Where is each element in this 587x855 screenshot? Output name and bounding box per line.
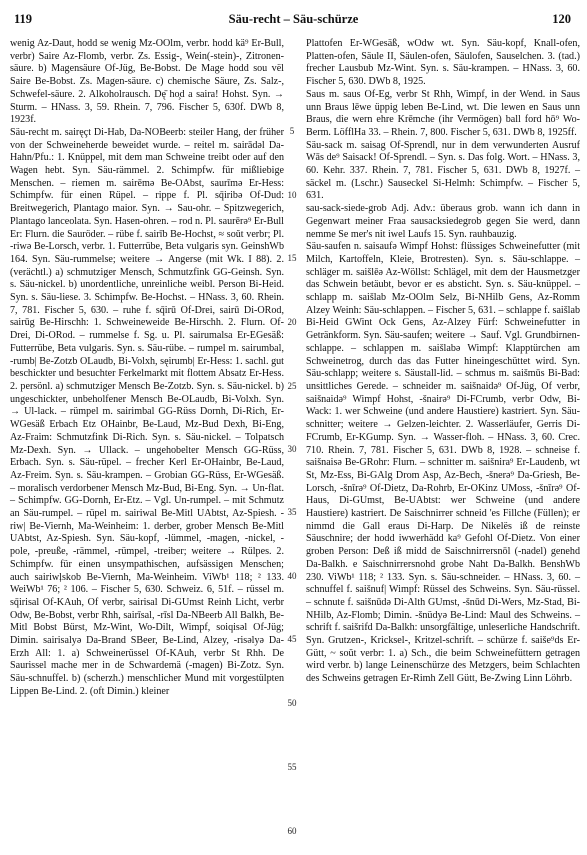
line-number: 50: [287, 698, 297, 708]
right-column: [306, 38, 580, 686]
line-number: 10: [287, 190, 297, 200]
line-number: 60: [287, 826, 297, 836]
line-number: 25: [287, 381, 297, 391]
entry-text: Säu-sack m. saisag Of-Sprendl, nur in dem verwunderten Ausruf Wās de⁹ Saisack! Of-Sprendl. – Syn. s. Das folg. Wort. – HNass. 3, 60. Kehr. 337. Rhein. 7, 781. Fischer 5, 631. DWb 8, 1927f. – säckel m. (Lschr.) Sauseckel Si-Helmh: Schimpfw. – Fischer 5, 631.: [306, 139, 580, 202]
entry-text: Saus m. saus Of-Eg, verbr St Rhh, Wimpf, in der Wend. in Saus unn Braus lēwe üppig leben Be-Lind, wt. Die lewen en Saus unn Braus, die wern ehre Krēmche (ihr Vermögen) ball ford hō⁹ Wo-Berm. LöfflHa 33. – Rhein. 7, 800. Fischer 5, 631. DWb 8, 1925ff.: [306, 88, 580, 138]
line-number: 45: [287, 634, 297, 644]
page-number-right: 120: [552, 12, 571, 26]
left-column: [10, 38, 284, 699]
line-number: 35: [287, 507, 297, 517]
entry-text: Säu-saufen n. saisaufə Wimpf Hohst: flüssiges Schweinefutter (mit Milch, Kartoffeln, Kleie, Brotresten). Syn. s. Säu-schlappe. – schläger m. saišlēə Az-Wöllst: Schlägel, mit dem der Hausmetzger das Schwein betäubt, bevor er es absticht. Syn. s. Säu-knüppel. – schlapp m. saišlab Mz-OOlm Selz, Bi-NHilb Gens, Az-Romm Alzey Weinh: Säu-schlappen. – Fischer 5, 631. – schlappe f. saišlab Bi-Heid GWint Ock Gens, Az-Alzey Fürf: Schweinefutter in Getränkform. Syn. Säu-saufen; weitere → Sauf. Vgl. Grundbirnen-schlappe. – schlappen m. saišlabə Wimpf: Klapptürchen am Schweinetrog, durch das das Futter hineingeschüttet wird. Syn. Säu-schlapp; weitere s. Säustall-lid. – schmus m. saišmūs Bi-Bad: unsittliches Gerede. – schneider m. saišnaidə⁹ Of-Jüg, Of verbr, saišnaidə⁹ Wimpf Hohst, -šnairə⁹ Di-FCrumb, verbr Odw, Bi-Wack: 1. wer Schweine (und andere Haustiere) kastriert. Syn. Säu-schnitter; weitere → Gelzen-leichter. 2. Wasserläufer, Gerris Di-FCrumb, Er-KGump. Syn. → Wasser-floh. – HNass. 3, 60. Crec. 710. Rhein. 7, 781. Fischer 5, 631. DWb 8, 1928. – schneise f. saišnaisə Be-GRohr: Flurn. – schnitter m. saišnira⁹ Er-Laudenb, wt St, Mz-Ess, Bi-GAlg Drom Asp, Az-Bech, -šnerə⁹ Da-Griesh, Be-Lorsch, -šnīrə⁹ Of-Dietz, Da-Rohrb, Er-OKinz UMoss, -šnīrə⁹ Of-Haus, Di-GUmst, Be-UAbtst: wer Schweine (und andere Haustiere) kastriert. De Saischnirrer schneid 'es Fillche (Füllen); er nimmd die Gall eraus Di-Harp. De Nikelës iß de reinste Säuschnire; der hodd iwwerhädd ka⁹ Gefohl Of-Dietz. Von einer groben Person: Deß iß midd de Saischnirrersnōl (-nadel) genehd Da-Balkh. e Saischnirrersnohd grobe Naht Da-Balkh. BenshWb 230. ViWb¹ 118; ² 133. Syn. s. Säu-schneider. – HNass. 3, 60. – schnuffel f. saišnuf| Wimpf: Rüssel des Schweins. Syn. Säu-rüssel. – schnute f. saišnūdə Di-Alth GUmst, -šnūd Di-Wers, Mz-Stad, Bi-NHilb, Az-Flomb; Dimin. -šnüdyə Be-Lind: Maul des Schweins. – schrift f. saišrifd Da-Balkh: unsorgfältige, unleserliche Handschrift. Syn. Grutzen-, Kricksel-, Kritzel-schrift. – schürze f. saiše⁹ds Er-Gütt, ~ soŭt verbr: 1. a) Sch., die beim Schweinefüttern getragen wird verbr. b) lange Leinenschürze des Metzgers, beim Schlachten des Schweins getragen Er-Rimh Zell Gütt, Be-Zwing Linn Löhrb.: [306, 241, 580, 685]
line-number: 20: [287, 317, 297, 327]
entry-text: sau-sack-siede-grob Adj. Adv.: überaus grob. wann ich dann in Gegenwart meiner Fraa sausacksiedegrob gegen Sie werd, dann nemme Se mer's nit iwel Laufs 15. Syn. rauhbauzig.: [306, 203, 580, 240]
entry-text: wenig Az-Daut, hodd se wenig Mz-OOlm, verbr. hodd kä⁹ Er-Bull, verbr) Saire Az-Flomb, verbr. Zs. Essig-, Wein(-stein)-, Zitronen-säure. b) Magensäure Of-Jüg, Be-Bobst. De Mage hodd sou vël Saire Be-Bobst. Zs. Magen-säure. c) chemische Säure, Zs. Salz-, Schwefel-säure. 2. Alkoholrausch. Dę̄ ho̧d a saira! Hohst. Syn. → Sturm. – HNass. 3, 59. Rhein. 7, 796. Fischer 5, 630f. DWb 8, 1923f.: [10, 38, 284, 126]
running-title: Säu-recht – Säu-schürze: [228, 12, 359, 26]
page-number-left: 119: [14, 12, 33, 26]
entry-text: Plattofen Er-WGesäß, wOdw wt. Syn. Säu-kopf, Knall-ofen, Platten-ofen, Säule II, Säulen-ofen, Säulofen, Sauselchen. 3. (tad.) frecher Lausbub Mz-Wint. Syn. s. Säu-krampen. – HNass. 3, 60. Fischer 5, 630. DWb 8, 1925.: [306, 38, 580, 88]
line-number: 55: [287, 762, 297, 772]
page-header: [0, 12, 587, 30]
entry-text: Säu-recht m. sairęçt Di-Hab, Da-NOBeerb: steiler Hang, der früher von der Schweineherde beweidet wurde. – reitel m. sairādəl Da-Hahn/Pfu.: 1. Knüppel, mit dem man Schweine treibt oder auf den Wagen hebt. Syn. Säu-rämmel. 2. Schimpfw. für mißliebige Menschen. – riemen m. sairēmə Be-OAbst, saurīmə Er-Hess: Schimpfw. für einen Rüpel. – rippe f. Pl. sq̄iribə Of-Dud: Breitwegerich, Plantago maior. Syn. → Sau-ohr. – Spitzwegerich, Plantago lanceolata. Syn. Hasen-ohren. – rod n. Pl. saurērə⁹ Er-Bull Er: Flurn. die Sauröder. – rübe f. sairīb Be-Hochst, ≈ soŭt verbr; Pl. -riwə Be-Lorsch, verbr. 1. Futterrübe, Beta vulgaris syn. GeinshWb 164. Syn. Säu-rummelse; weitere → Angerse (mit Wk. I 88). 2. (verächtl.) a) schmutziger Mensch, Schmutzfink GG-Geinsh. Syn. s. Säu-nickel. b) unordentliche, unreinliche weibl. Person Bi-Heid. Syn. s. Säu-liese. 3. Schimpfw. Be-Hochst. – HNass. 3, 60. Rhein. 7, 781. Fischer 5, 630. – ruhe f. sq̄irū Of-Drei, sairū Di-ORod, sairūg Be-Hirschh: 1. Schweineweide Be-Hirschh. 2. Flurn. Of-Drei, Di-ORod. – rummelse f. Sg. u. Pl. sairumalsa Er-EGesäß: Futterrübe, Beta vulgaris. Syn. s. Säu-rübe. – rumpel m. sairumbal, -rumb| Be-Zotzb OLaudb, Bi-Volxh, sęirumb| Er-Hess: 1. sachl. gut beschickter und besuchter Ferkelmarkt mit flottem Absatz Er-Hess. 2. persönl. a) schmutziger Mensch Be-Zotzb. Syn. s. Säu-nickel. b) ungeschickter, unbeholfener Mensch Be-OLaudb, Bi-Volxh. Syn. → Ul-lack. – rümpel m. sairimbal GG-Rüss Dornh, Di-Rich, Er-WGesäß Erbach Etz OHainbr, Be-Laud, Mz-Bud Dexh, Bi-Eng, Az-Fraim: Schmutzfink Di-Rich. Syn. s. Säu-nickel. – Tolpatsch Mz-Dexh. Syn. → Ullack. – ungehobelter Mensch GG-Rüss, Erbach. Syn. s. Säu-rüpel. – frecher Kerl Er-OHainbr, Be-Laud, Az-Freim. Syn. s. Säu-krampen. – Grobian GG-Rüss, Er-WGesäß. – moralisch verdorbener Mensch Mz-Bud, Bi-Eng. Syn. → Un-flat. – Schimpfw. GG-Dornh, Er-Etz. – Vgl. Un-rumpel. – mit Schmutz an Säu-rumpel. – rüpel m. sairiwal Be-Mitl UAbtst, Az-Spiesh. -riw| Be-Viernh, Ma-Weinheim: 1. derber, grober Mensch Be-Mitl UAbtst, Az-Spiesh. Syn. Säu-kopf, -lümmel, -magen, -nickel, -pole, -preuße, -rämmel, -rümpel, -treiber; weitere → Rülpes. 2. Schimpfw. für einen unsympathischen, aufsässigen Menschen; auch sairiwļskob Be-Viernh, Ma-Weinheim. ViWb¹ 118; ² 133. WeiWb¹ 76; ² 106. – Fischer 5, 630. Schweiz. 6, 51f. – rüssel m. sq̄irisal Of-KAuh, Of verbr, sairisal Di-GUmst Reinh Licht, verbr Odw, Be-Bobst, verbr Rhh, sairīsal, -rīsl Da-NBeerb All Balkh, Be-Mitl Bobst Bürst, Mz-Wint, Wo-Dilt, Wimpf, soiqisəl Of-Jüg; Dimin. sairisalyə Da-Brand SBeer, Be-Lind, Alzey, -risəlyə Da-Erzh All: 1. a) Schweinerüssel Of-KAuh, verbr St Rhh. De Saurissel mache mer in de Schwardemä (-magen) Bi-Zotz. Syn. Säu-schnuffel. b) (scherzh.) menschlicher Mund mit vorgestülpten Lippen Be-Lind. 2. (oft Dimin.) kleiner: [10, 126, 284, 697]
line-number: 40: [287, 571, 297, 581]
line-number: 5: [289, 126, 295, 136]
line-number: 15: [287, 253, 297, 263]
line-number: 30: [287, 444, 297, 454]
